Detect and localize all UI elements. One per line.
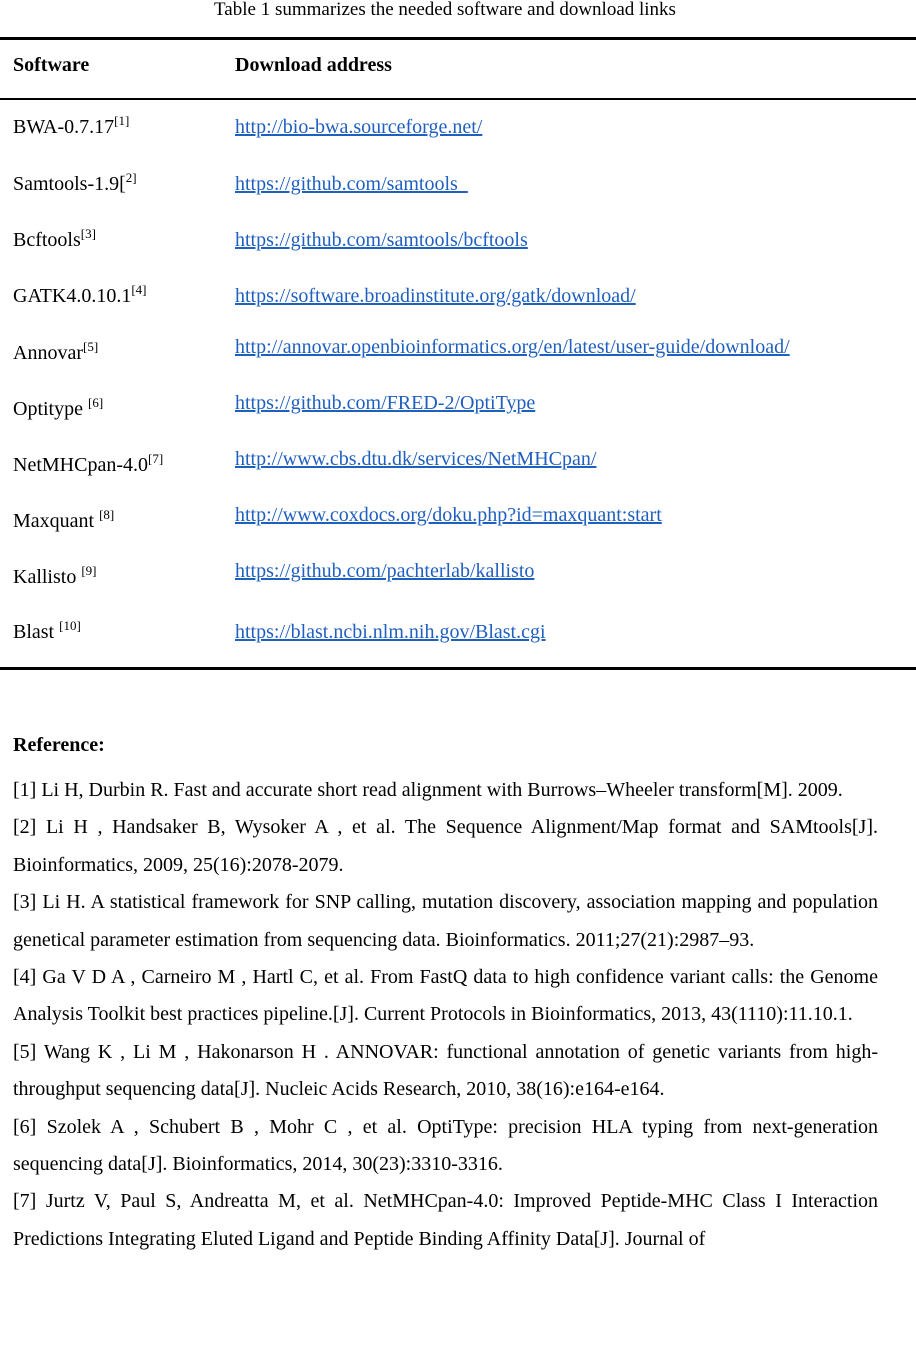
references-heading: Reference: (13, 734, 105, 756)
table-row (0, 336, 916, 366)
software-name: NetMHCpan-4.0[7] (13, 451, 164, 476)
download-link[interactable]: https://github.com/pachterlab/kallisto (235, 560, 535, 582)
citation-marker: [6] (88, 395, 104, 410)
table-row (0, 504, 916, 534)
table-row (0, 392, 916, 422)
citation-marker: [5] (82, 339, 99, 354)
citation-marker: [9] (81, 563, 97, 578)
download-link[interactable]: http://www.coxdocs.org/doku.php?id=maxquant:start (235, 504, 662, 526)
reference-item: [4] Ga V D A , Carneiro M , Hartl C, et al. From FastQ data to high confidence variant calls: the Genome Analysis Toolkit best practices pipeline.[J]. Current Protocols in Bioinformatics, 2013, 43(1110):11.10.1. (13, 966, 878, 1026)
table-row (0, 448, 916, 478)
header-software: Software (13, 54, 90, 76)
citation-marker: 2] (125, 170, 137, 185)
table-caption: Table 1 summarizes the needed software and download links (214, 0, 676, 20)
software-name: Bcftools[3] (13, 226, 96, 251)
reference-item: [3] Li H. A statistical framework for SNP calling, mutation discovery, association mapping and population genetical parameter estimation from sequencing data. Bioinformatics. 2011;27(21):2987–93. (13, 891, 878, 951)
reference-item: [6] Szolek A , Schubert B , Mohr C , et al. OptiType: precision HLA typing from next-generation sequencing data[J]. Bioinformatics, 2014, 30(23):3310-3316. (13, 1115, 878, 1176)
citation-marker: [10] (59, 618, 81, 633)
software-name: Kallisto [9] (13, 563, 97, 588)
table-bottom-rule (0, 667, 916, 670)
download-link[interactable]: http://annovar.openbioinformatics.org/en/latest/user-guide/download/ (235, 336, 790, 358)
software-name: Optitype [6] (13, 395, 104, 420)
citation-marker: [4] (131, 282, 147, 297)
reference-item: [1] Li H, Durbin R. Fast and accurate short read alignment with Burrows–Wheeler transform[M]. 2009. (13, 779, 843, 801)
software-name: Samtools-1.9[$^{2]}$ (13, 170, 137, 195)
download-link[interactable]: https://github.com/samtools/bcftools (235, 229, 528, 251)
software-name: Annovar[5] (13, 339, 99, 364)
software-name: BWA-0.7.17[1] (13, 113, 130, 138)
table-row (0, 617, 916, 647)
reference-list (13, 772, 878, 1258)
download-link[interactable]: https://github.com/FRED-2/OptiType (235, 392, 536, 414)
reference-item: [7] Jurtz V, Paul S, Andreatta M, et al. NetMHCpan-4.0: Improved Peptide-MHC Class I Interaction Predictions Integrating Eluted Ligand and Peptide Binding Affinity Data[J]. Journal of (13, 1190, 878, 1250)
header-download-address: Download address (235, 54, 392, 76)
citation-marker: [1] (114, 113, 130, 128)
download-link[interactable]: http://bio-bwa.sourceforge.net/ (235, 116, 483, 138)
download-link[interactable]: https://github.com/samtools (235, 173, 468, 195)
software-name: GATK4.0.10.1[4] (13, 282, 147, 307)
table-row (0, 112, 916, 142)
citation-marker: [3] (80, 226, 96, 241)
reference-item: [5] Wang K , Li M , Hakonarson H . ANNOVAR: functional annotation of genetic variants from high-throughput sequencing data[J]. Nucleic Acids Research, 2010, 38(16):e164-e164. (13, 1040, 878, 1101)
table-top-rule (0, 37, 916, 40)
software-name: Blast [10] (13, 618, 81, 643)
table-row (0, 169, 916, 199)
citation-marker: [8] (99, 507, 115, 522)
table-row (0, 281, 916, 311)
software-name: Maxquant [8] (13, 507, 115, 532)
reference-item: [2] Li H , Handsaker B, Wysoker A , et al. The Sequence Alignment/Map format and SAMtools[J]. Bioinformatics, 2009, 25(16):2078-2079. (13, 816, 878, 876)
table-row (0, 560, 916, 590)
download-link[interactable]: https://blast.ncbi.nlm.nih.gov/Blast.cgi (235, 621, 546, 643)
citation-marker: [7] (147, 451, 164, 466)
table-row (0, 225, 916, 255)
table-header-rule (0, 98, 916, 100)
download-link[interactable]: https://software.broadinstitute.org/gatk/download/ (235, 285, 636, 307)
download-link[interactable]: http://www.cbs.dtu.dk/services/NetMHCpan/ (235, 448, 597, 470)
